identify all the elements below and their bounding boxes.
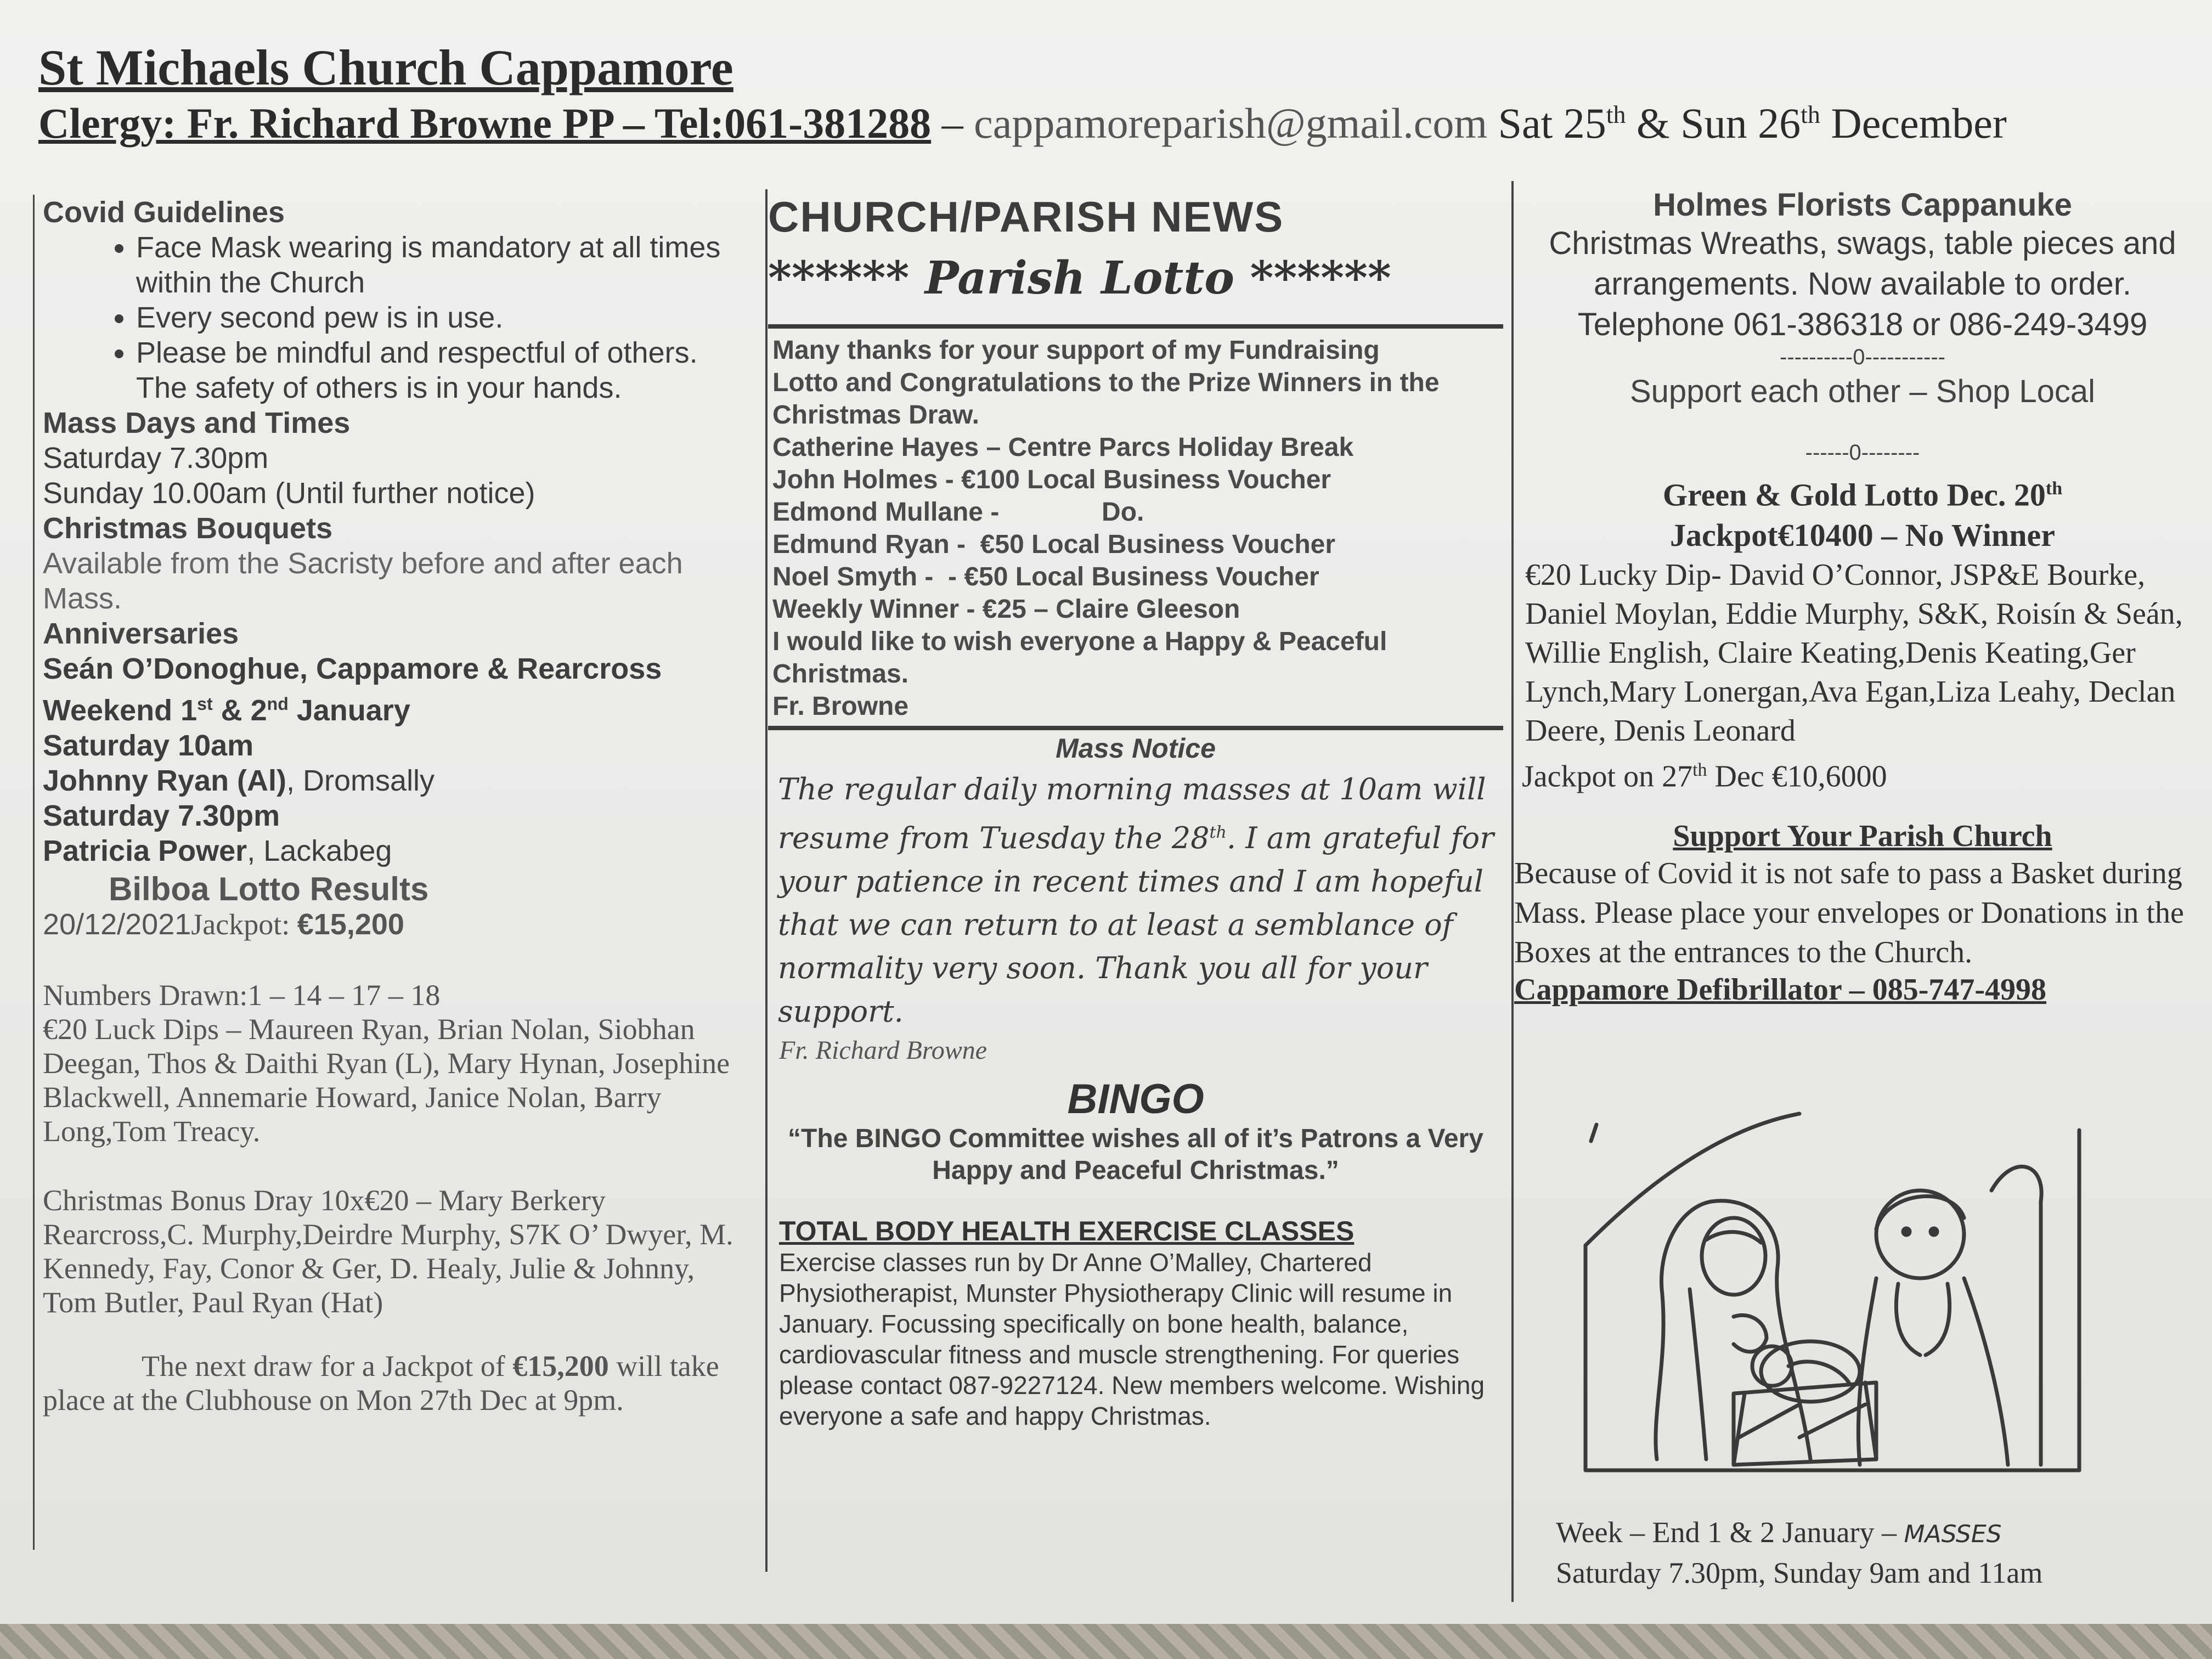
- green-gold-title: [1514, 469, 2211, 515]
- covid-title: Covid Guidelines: [43, 196, 285, 229]
- nativity-drawing: [1569, 1108, 2096, 1503]
- weekend-b: & 2: [212, 694, 267, 727]
- separator: ----------0-----------: [1780, 345, 1945, 369]
- date-month: December: [1820, 99, 2007, 147]
- next-draw-a: The next draw for a Jackpot of: [142, 1350, 513, 1383]
- weekend-masses-line: [1556, 1513, 2209, 1554]
- separator: ------0--------: [1805, 441, 1920, 465]
- bilboa-date: 20/12/2021: [43, 908, 191, 941]
- weekend-masses: [1556, 1513, 2209, 1592]
- lotto-line: John Holmes - €100 Local Business Voucher: [772, 465, 1331, 494]
- bingo-message: “The BINGO Committee wishes all of it’s Patrons a Very Happy and Peaceful Christmas.”: [788, 1124, 1483, 1185]
- green-gold-jackpot: Jackpot€10400 – No Winner: [1670, 517, 2055, 554]
- exercise-classes-body: Exercise classes run by Dr Anne O’Malley, Chartered Physiotherapist, Munster Physiotherapy Clinic will resume in January. Focussing specifically on bone health, balance, cardiovascular fitness and muscle strengthening. For queries please contact 087-9227124. New members welcome. Wishing everyone a safe and happy Christmas.: [779, 1248, 1485, 1430]
- saturday-730: Saturday 7.30pm: [43, 799, 280, 832]
- weekend-line: [43, 686, 745, 728]
- anniversaries-title: Anniversaries: [43, 617, 239, 650]
- lotto-box: [768, 324, 1503, 730]
- florist-body: Christmas Wreaths, swags, table pieces and arrangements. Now available to order.: [1549, 225, 2176, 302]
- florist-telephone: Telephone 061-386318 or 086-249-3499: [1577, 307, 2148, 342]
- bingo-title: BINGO: [1067, 1076, 1204, 1122]
- mass-notice-sup: th: [1209, 823, 1227, 842]
- florist-title: Holmes Florists Cappanuke: [1653, 187, 2072, 223]
- gg-title-sup: th: [2045, 478, 2063, 499]
- patricia-line: [43, 833, 745, 868]
- weekend-c: January: [288, 694, 410, 727]
- lotto-line: Edmund Ryan - €50 Local Business Voucher: [772, 530, 1336, 559]
- middle-column: [768, 192, 1503, 1431]
- bilboa-date-line: [43, 907, 745, 942]
- bouquets-title: Christmas Bouquets: [43, 512, 333, 545]
- gg-next-b: Dec €10,6000: [1707, 759, 1887, 794]
- divider-mid-left: [765, 189, 768, 1572]
- patricia-place: , Lackabeg: [247, 834, 392, 867]
- support-church-title: Support Your Parish Church: [1673, 819, 2052, 853]
- mass-notice-title: Mass Notice: [1056, 733, 1216, 764]
- saturday-10am: Saturday 10am: [43, 729, 254, 762]
- clergy-contact: Clergy: Fr. Richard Browne PP – Tel:061-381288: [38, 99, 932, 147]
- lotto-line: Fr. Browne: [772, 692, 909, 721]
- patricia-name: Patricia Power: [43, 834, 247, 867]
- next-draw-jackpot: €15,200: [512, 1350, 609, 1383]
- bilboa-title: Bilboa Lotto Results: [109, 871, 429, 907]
- luck-dips: €20 Luck Dips – Maureen Ryan, Brian Nolan, Siobhan Deegan, Thos & Daithi Ryan (L), Mary Hynan, Josephine Blackwell, Annemarie Howard, Janice Nolan, Barry Long,Tom Treacy.: [43, 1013, 730, 1148]
- defibrillator-contact: Cappamore Defibrillator – 085-747-4998: [1514, 972, 2047, 1007]
- bilboa-jp-label: Jackpot:: [191, 908, 297, 941]
- numbers-drawn: Numbers Drawn:1 – 14 – 17 – 18: [43, 979, 441, 1012]
- green-gold-winners: €20 Lucky Dip- David O’Connor, JSP&E Bourke, Daniel Moylan, Eddie Murphy, S&K, Roisín & Seán, Willie English, Claire Keating,Denis Keating,Ger Lynch,Mary Lonergan,Ava Egan,Liza Leahy, Declan Deere, Denis Leonard: [1525, 558, 2183, 748]
- johnny-line: [43, 763, 745, 798]
- support-church-body: Because of Covid it is not safe to pass a Basket during Mass. Please place your envelopes or Donations in the Boxes at the entrances to the Church.: [1514, 856, 2184, 969]
- weekend-sup2: nd: [267, 694, 289, 714]
- mass-notice-signature: Fr. Richard Browne: [779, 1036, 988, 1065]
- exercise-classes-title: TOTAL BODY HEALTH EXERCISE CLASSES: [779, 1216, 1355, 1246]
- lotto-line: Weekly Winner - €25 – Claire Gleeson: [772, 595, 1240, 624]
- divider-mid-right: [1511, 181, 1514, 1602]
- covid-item: • Please be mindful and respectful of others. The safety of others is in your hands.: [136, 335, 745, 405]
- mass-saturday: Saturday 7.30pm: [43, 442, 269, 475]
- date-sat-suffix: th: [1606, 100, 1626, 128]
- weekend-masses-times: Saturday 7.30pm, Sunday 9am and 11am: [1556, 1556, 2043, 1589]
- green-gold-next: [1514, 751, 2211, 797]
- bouquets-text: Available from the Sacristy before and after each Mass.: [43, 547, 683, 615]
- masses-handwritten: MASSES: [1904, 1520, 2002, 1548]
- lotto-line: I would like to wish everyone a Happy & Peaceful: [772, 627, 1387, 656]
- covid-item: • Every second pew is in use.: [136, 300, 745, 335]
- right-column: [1514, 187, 2211, 1007]
- page-title: St Michaels Church Cappamore: [38, 40, 733, 95]
- lotto-line: Noel Smyth - - €50 Local Business Voucher: [772, 562, 1319, 591]
- parish-lotto-title: ****** Parish Lotto ******: [768, 252, 1391, 304]
- lotto-line: Edmond Mullane - Do.: [772, 498, 1144, 527]
- church-news-title: CHURCH/PARISH NEWS: [768, 193, 1284, 241]
- mass-notice-a: The regular daily morning masses at 10am will resume from Tuesday the 28: [778, 772, 1486, 855]
- gg-title-a: Green & Gold Lotto Dec. 20: [1662, 477, 2046, 513]
- date-sun-suffix: th: [1801, 100, 1820, 128]
- shop-local: Support each other – Shop Local: [1629, 374, 2096, 409]
- covid-list: [43, 230, 745, 405]
- left-column: [43, 195, 745, 1417]
- lotto-line: Many thanks for your support of my Fundraising: [772, 336, 1380, 365]
- gg-next-sup: th: [1692, 760, 1707, 781]
- weekend-sup1: st: [197, 694, 213, 714]
- date-sat: Sat 25: [1498, 99, 1606, 147]
- background-surface: [0, 1624, 2212, 1659]
- johnny-place: , Dromsally: [286, 764, 435, 797]
- lotto-line: Catherine Hayes – Centre Parcs Holiday Break: [772, 433, 1354, 462]
- mass-notice-body: [768, 768, 1503, 1033]
- weekend-a: Weekend 1: [43, 694, 198, 727]
- johnny-name: Johnny Ryan (Al): [43, 764, 287, 797]
- gg-next-a: Jackpot on 27: [1522, 759, 1693, 794]
- lotto-line: Christmas.: [772, 659, 909, 689]
- covid-item: • Face Mask wearing is mandatory at all times within the Church: [136, 230, 745, 300]
- mass-times-title: Mass Days and Times: [43, 407, 351, 439]
- bilboa-jackpot: €15,200: [297, 908, 404, 941]
- parish-email: cappamoreparish@gmail.com: [974, 99, 1488, 147]
- date-sun: & Sun 26: [1626, 99, 1801, 147]
- lotto-line: Christmas Draw.: [772, 400, 980, 430]
- bonus-draw: Christmas Bonus Dray 10x€20 – Mary Berkery Rearcross,C. Murphy,Deirdre Murphy, S7K O’ Dwyer, M. Kennedy, Fay, Conor & Ger, D. Healy, Julie & Johnny, Tom Butler, Paul Ryan (Hat): [43, 1184, 733, 1319]
- divider-left: [33, 195, 35, 1550]
- mass-sunday: Sunday 10.00am (Until further notice): [43, 477, 535, 510]
- header-dash: –: [931, 99, 974, 147]
- header-subline: [38, 99, 2211, 148]
- next-draw: [43, 1349, 745, 1417]
- anniversary-entry: Seán O’Donoghue, Cappamore & Rearcross: [43, 652, 662, 685]
- mass-notice-b: . I am grateful for your patience in recent times and I am hopeful that we can return to at least a semblance of normality very soon. Thank you all for your support.: [778, 821, 1494, 1029]
- weekend-masses-label: Week – End 1 & 2 January –: [1556, 1516, 1897, 1549]
- next-draw-b: will take place at the Clubhouse on Mon 27th Dec at 9pm.: [43, 1350, 719, 1417]
- lotto-line: Lotto and Congratulations to the Prize Winners in the: [772, 368, 1440, 397]
